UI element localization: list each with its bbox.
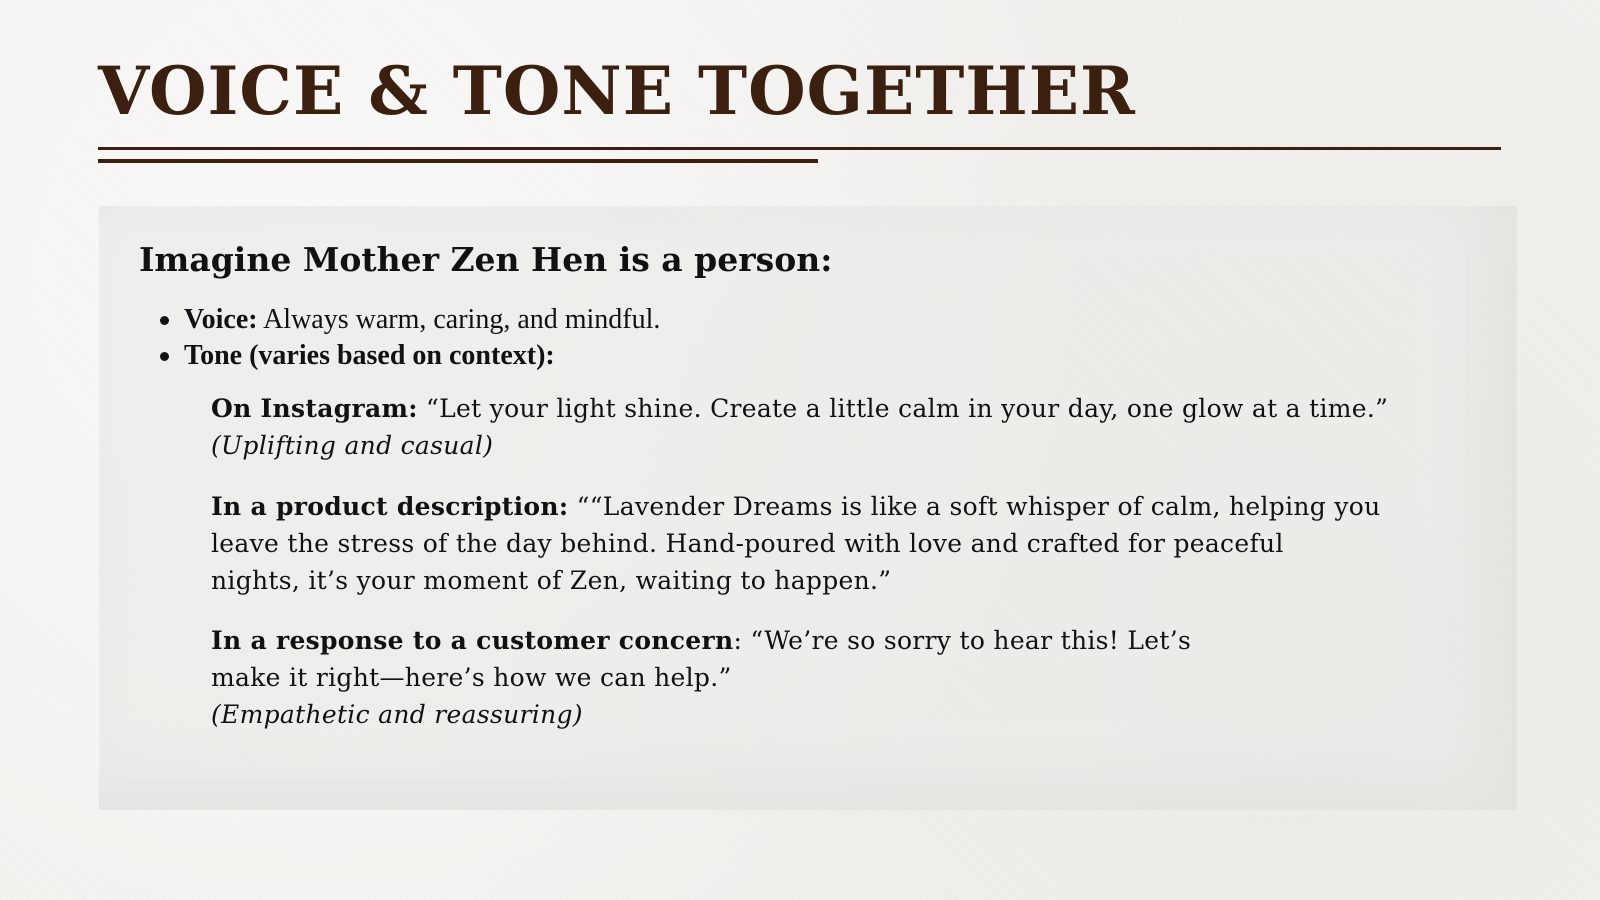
title-underline-short	[98, 159, 818, 163]
example-quote: : “We’re so sorry to hear this! Let’s	[733, 626, 1192, 655]
example-customer-concern	[211, 622, 1411, 733]
bullet-tone	[184, 338, 660, 374]
intro-heading: Imagine Mother Zen Hen is a person:	[139, 240, 833, 279]
example-quote-line-3: nights, it’s your moment of Zen, waiting to happen.”	[211, 566, 892, 595]
title-underline-long	[98, 147, 1501, 150]
example-note: (Empathetic and reassuring)	[211, 700, 583, 729]
example-line	[211, 622, 1411, 659]
voice-text: Always warm, caring, and mindful.	[257, 304, 661, 335]
slide-title: VOICE & TONE TOGETHER	[98, 52, 1136, 130]
example-label: In a response to a customer concern	[211, 626, 734, 655]
example-label: On Instagram:	[211, 394, 418, 423]
bullet-list	[184, 302, 660, 374]
example-quote-line-2: make it right—here’s how we can help.”	[211, 663, 732, 692]
bullet-dot-icon	[160, 352, 169, 361]
bullet-voice	[184, 302, 660, 338]
example-instagram	[211, 390, 1411, 464]
voice-label: Voice:	[184, 304, 258, 335]
example-quote-line-2: leave the stress of the day behind. Hand-poured with love and crafted for peaceful	[211, 529, 1284, 558]
example-quote: “Let your light shine. Create a little calm in your day, one glow at a time.”	[417, 394, 1389, 423]
example-product-description	[211, 488, 1411, 599]
bullet-dot-icon	[160, 316, 169, 325]
example-quote: ““Lavender Dreams is like a soft whisper of calm, helping you	[568, 492, 1381, 521]
example-label: In a product description:	[211, 492, 569, 521]
tone-label: Tone (varies based on context):	[184, 340, 555, 371]
example-line	[211, 390, 1411, 427]
example-note: (Uplifting and casual)	[211, 431, 494, 460]
example-line	[211, 488, 1411, 525]
